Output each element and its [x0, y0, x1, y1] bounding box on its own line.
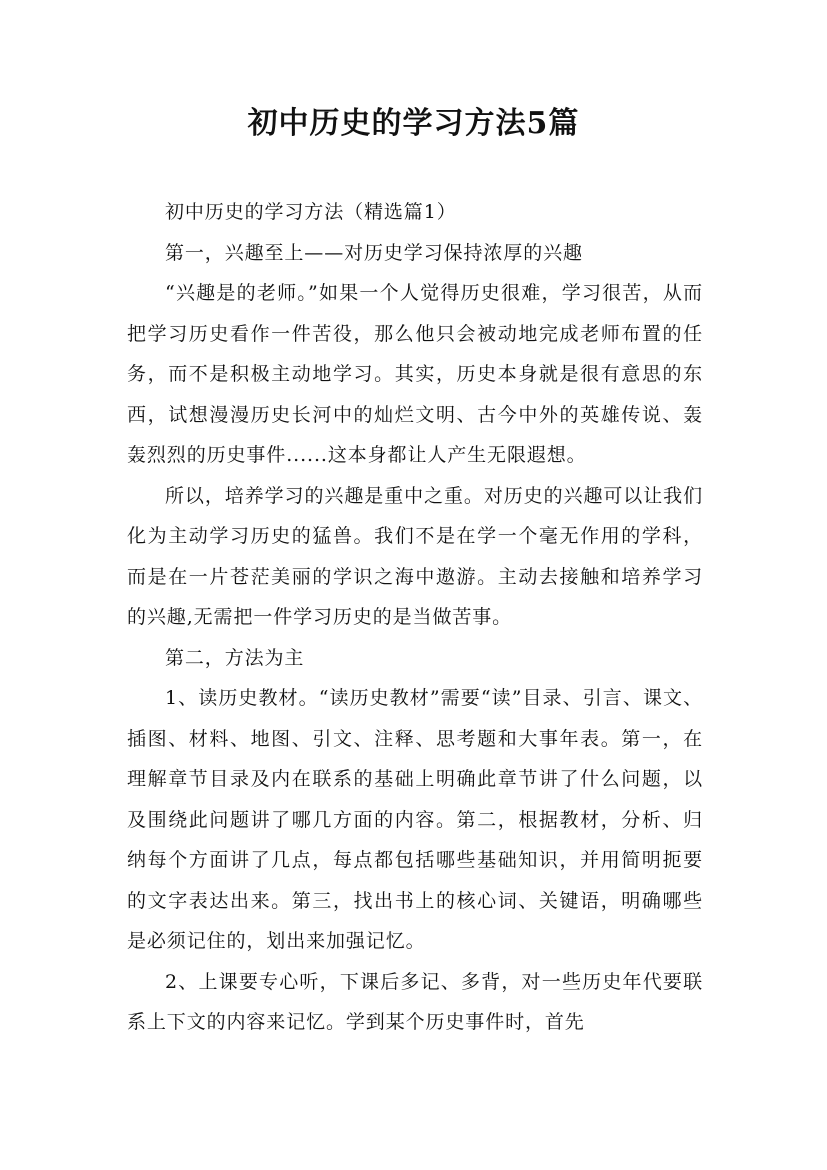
paragraph: “兴趣是的老师。”如果一个人觉得历史很难，学习很苦，从而把学习历史看作一件苦役，那么他只会被动地完成老师布置的任务，而不是积极主动地学习。其实，历史本身就是很有意思的东西，试想漫漫历史长河中的灿烂文明、古今中外的英雄传说、轰轰烈烈的历史事件......这本身都让人产生无限遐想。: [127, 282, 703, 466]
document-body: [127, 192, 703, 1043]
paragraph: 所以，培养学习的兴趣是重中之重。对历史的兴趣可以让我们化为主动学习历史的猛兽。我们不是在学一个毫无作用的学科，而是在一片苍茫美丽的学识之海中遨游。主动去接触和培养学习的兴趣,无需把一件学习历史的是当做苦事。: [127, 484, 703, 628]
section-heading: 初中历史的学习方法（精选篇1）: [165, 201, 457, 223]
paragraph: 2、上课要专心听，下课后多记、多背，对一些历史年代要联系上下文的内容来记忆。学到某个历史事件时，首先: [127, 970, 703, 1033]
paragraph: 1、读历史教材。“读历史教材”需要“读”目录、引言、课文、插图、材料、地图、引文、注释、思考题和大事年表。第一，在理解章节目录及内在联系的基础上明确此章节讲了什么问题，以及围绕此问题讲了哪几方面的内容。第二，根据教材，分析、归纳每个方面讲了几点，每点都包括哪些基础知识，并用简明扼要的文字表达出来。第三，找出书上的核心词、关键语，明确哪些是必须记住的，划出来加强记忆。: [127, 687, 703, 952]
subheading-interest: 第一，兴趣至上——对历史学习保持浓厚的兴趣: [165, 241, 583, 264]
document-title: 初中历史的学习方法5篇: [247, 106, 580, 141]
subheading-method: 第二，方法为主: [165, 646, 305, 669]
